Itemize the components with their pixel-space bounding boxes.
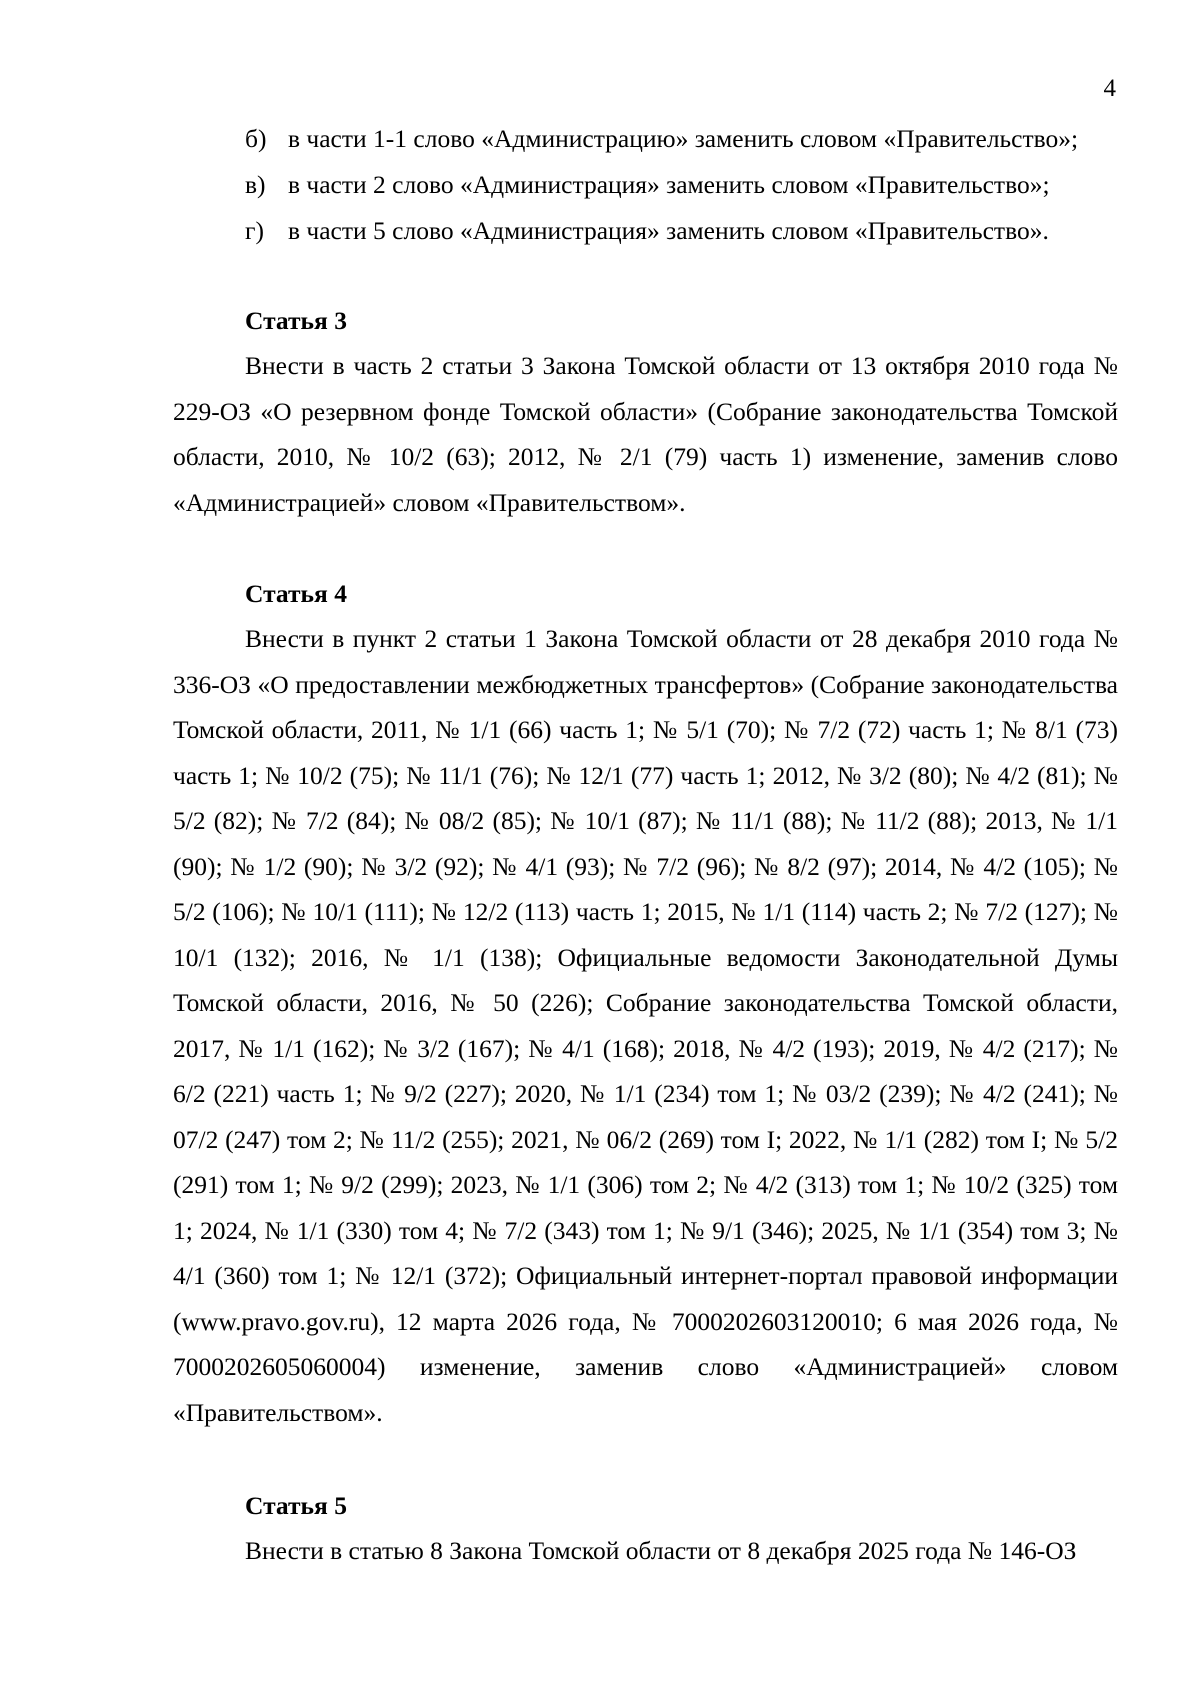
- list-item-text: в части 2 слово «Администрация» заменить словом «Правительство»;: [288, 170, 1050, 199]
- article-5-text: Внести в статью 8 Закона Томской области от 8 декабря 2025 года № 146-ОЗ: [245, 1536, 1077, 1565]
- list-item: [245, 208, 1118, 254]
- list-marker: в): [245, 170, 266, 199]
- article-4-text: Внести в пункт 2 статьи 1 Закона Томской области от 28 декабря 2010 года № 336-ОЗ «О предоставлении межбюджетных трансфертов» (Собрание законодательства Томской области, 2011, № 1/1 (66) часть 1; № 5/1 (70); № 7/2 (72) часть 1; № 8/1 (73) часть 1; № 10/2 (75); № 11/1 (76); № 12/1 (77) часть 1; 2012, № 3/2 (80); № 4/2 (81); № 5/2 (82); № 7/2 (84); № 08/2 (85); № 10/1 (87); № 11/1 (88); № 11/2 (88); 2013, № 1/1 (90); № 1/2 (90); № 3/2 (92); № 4/1 (93); № 7/2 (96); № 8/2 (97); 2014, № 4/2 (105); № 5/2 (106); № 10/1 (111); № 12/2 (113) часть 1; 2015, № 1/1 (114) часть 2; № 7/2 (127); № 10/1 (132); 2016, № 1/1 (138); Официальные ведомости Законодательной Думы Томской области, 2016, № 50 (226); Собрание законодательства Томской области, 2017, № 1/1 (162); № 3/2 (167); № 4/1 (168); 2018, № 4/2 (193); 2019, № 4/2 (217); № 6/2 (221) часть 1; № 9/2 (227); 2020, № 1/1 (234) том 1; № 03/2 (239); № 4/2 (241); № 07/2 (247) том 2; № 11/2 (255); 2021, № 06/2 (269) том I; 2022, № 1/1 (282) том I; № 5/2 (291) том 1; № 9/2 (299); 2023, № 1/1 (306) том 2; № 4/2 (313) том 1; № 10/2 (325) том 1; 2024, № 1/1 (330) том 4; № 7/2 (343) том 1; № 9/1 (346); 2025, № 1/1 (354) том 3; № 4/1 (360) том 1; № 12/1 (372); Официальный интернет-портал правовой информации (www.pravo.gov.ru), 12 марта 2026 года, № 7000202603120010; 6 мая 2026 года, № 7000202605060004) изменение, заменив слово «Администрацией» словом «Правительством».: [173, 624, 1118, 1427]
- page-number: 4: [1103, 75, 1116, 102]
- list-item-text: в части 5 слово «Администрация» заменить словом «Правительство».: [288, 216, 1049, 245]
- document-body: [173, 116, 1118, 1574]
- list-marker: б): [245, 124, 267, 153]
- article-3-text: Внести в часть 2 статьи 3 Закона Томской области от 13 октября 2010 года № 229-ОЗ «О резервном фонде Томской области» (Собрание законодательства Томской области, 2010, № 10/2 (63); 2012, № 2/1 (79) часть 1) изменение, заменив слово «Администрацией» словом «Правительством».: [173, 351, 1118, 517]
- article-4-heading: Статья 4: [245, 579, 347, 608]
- article-3-heading: Статья 3: [245, 306, 347, 335]
- article-5-heading: Статья 5: [245, 1491, 347, 1520]
- spacer: [173, 254, 1118, 298]
- list-item: [245, 162, 1118, 208]
- spacer: [173, 1435, 1118, 1483]
- list-item: [245, 116, 1118, 162]
- list-item-text: в части 1-1 слово «Администрацию» заменить словом «Правительство»;: [288, 124, 1079, 153]
- list-marker: г): [245, 216, 264, 245]
- spacer: [173, 525, 1118, 571]
